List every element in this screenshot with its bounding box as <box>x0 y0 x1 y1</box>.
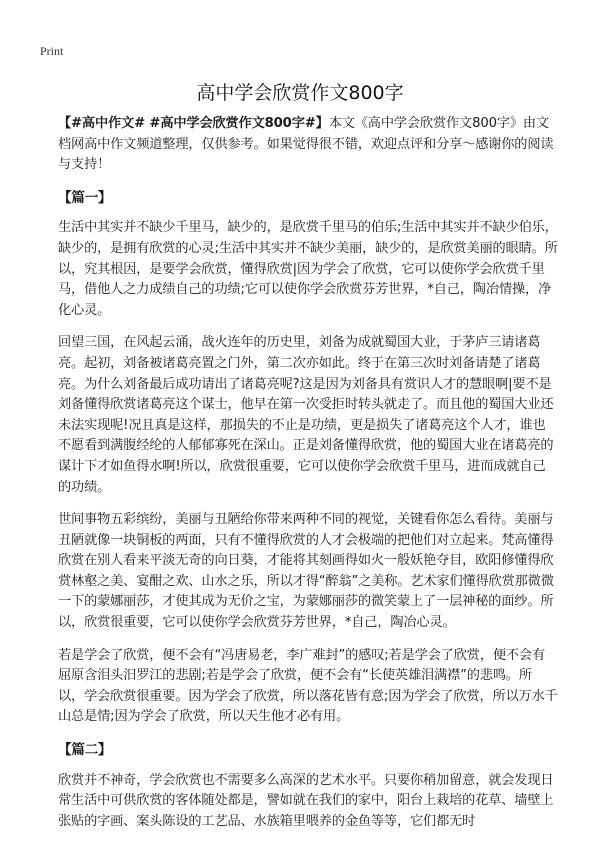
intro-paragraph <box>58 114 558 176</box>
document-title: 高中学会欣赏作文800字 <box>196 82 404 104</box>
section-heading-1: 【篇一】 <box>58 189 112 206</box>
print-label: Print <box>40 44 64 58</box>
section-1-paragraph-2: 回望三国，在风起云涌，战火连年的历史里，刘备为成就蜀国大业，于茅庐三请诸葛亮。起初，刘备被诸葛亮置之门外，第二次亦如此。终于在第三次时刘备请楚了诸葛亮。为什么刘备最后成功请出了诸葛亮呢?这是因为刘备具有赏识人才的慧眼啊|要不是刘备懂得欣赏诸葛亮这个谋士，他早在第一次受拒时转头就走了。而且他的蜀国大业还未法实现呢!况且真是这样，那损失的不止是功绩，更是损失了诸葛亮这个人才，谁也不愿看到满腹经纶的人郁郁寡死在深山。正是刘备懂得欣赏，他的蜀国大业在诸葛亮的谋计下才如鱼得水啊!所以，欣赏很重要，它可以使你学会欣赏千里马，进而成就自己的功绩。 <box>58 335 554 495</box>
section-1-paragraph-4: 若是学会了欣赏，便不会有“冯唐易老，李广难封”的感叹;若是学会了欣赏，便不会有屈原含泪头汨罗江的悲剧;若是学会了欣赏，便不会有“长使英雄泪满襟”的悲鸣。所以，学会欣赏很重要。因为学会了欣赏，所以落花皆有意;因为学会了欣赏，所以万水千山总是情;因为学会了欣赏，所以天生他才必有用。 <box>58 647 558 725</box>
intro-tag: 【#高中作文# #高中学会欣赏作文800字#】 <box>58 116 329 131</box>
document-body <box>58 114 558 844</box>
section-heading-2: 【篇二】 <box>58 742 112 759</box>
section-2-paragraph-1: 欣赏并不神奇，学会欣赏也不需要多么高深的艺术水平。只要你稍加留意，就会发现日常生活中可供欣赏的客体随处都是，譬如就在我们的家中，阳台上栽培的花草、墙壁上张贴的字画、案头陈设的工艺品、水族箱里喂养的金鱼等等，它们都无时 <box>58 772 554 829</box>
intro-text: 本文《高中学会欣赏作文800字》由文档网高中作文频道整理，仅供参考。如果觉得很不错，欢迎点评和分享～感谢你的阅读与支持！ <box>58 116 554 173</box>
section-1-paragraph-1: 生活中其实并不缺少千里马，缺少的，是欣赏千里马的伯乐;生活中其实并不缺少伯乐，缺少的，是拥有欣赏的心灵;生活中其实并不缺少美丽，缺少的，是欣赏美丽的眼睛。所以，究其根因，是要学会欣赏，懂得欣赏|因为学会了欣赏，它可以使你学会欣赏千里马，借他人之力成绩自己的功绩;它可以使你学会欣赏芬芳世界，*自己，陶冶情操，净化心灵。 <box>58 220 558 318</box>
section-1-paragraph-3: 世间事物五彩缤纷，美丽与丑陋给你带来两种不同的视觉，关键看你怎么看待。美丽与丑陋就像一块铜板的两面，只有不懂得欣赏的人才会极端的把他们对立起来。梵高懂得欣赏在别人看来平淡无奇的向日葵，才能将其刻画得如火一般妖艳夺目，欧阳修懂得欣赏林壑之美、宴酣之欢、山水之乐，所以才得“醉翁”之美称。艺术家们懂得欣赏那微微一下的蒙娜丽莎，才使其成为无价之宝，为蒙娜丽莎的微笑蒙上了一层神秘的面纱。所以，欣赏很重要，它可以使你学会欣赏芬芳世界，*自己，陶冶心灵。 <box>58 512 554 631</box>
